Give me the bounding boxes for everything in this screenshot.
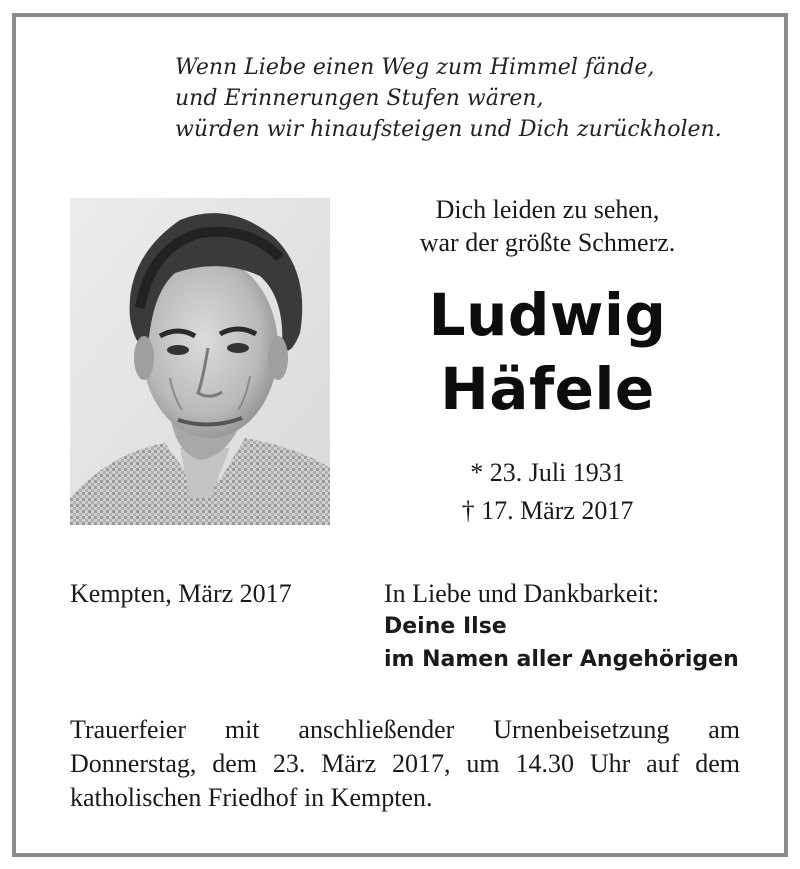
portrait-photo: [70, 198, 330, 525]
place-date: Kempten, März 2017: [70, 579, 292, 608]
signature-intro: In Liebe und Dankbarkeit:: [384, 579, 660, 608]
notice-line: katholischen Friedhof in Kempten.: [70, 783, 433, 812]
deceased-name: [355, 278, 740, 426]
life-dates: [355, 454, 740, 530]
signature-block: [384, 577, 739, 676]
signature-relatives: im Namen aller Angehörigen: [384, 647, 739, 672]
quote: [355, 193, 740, 259]
notice-line: Donnerstag, dem 23. März 2017, um 14.30 Uhr auf dem: [70, 749, 740, 778]
poem-line: Wenn Liebe einen Weg zum Himmel fände,: [175, 55, 655, 80]
death-date: † 17. März 2017: [461, 496, 634, 525]
poem: [175, 52, 775, 145]
quote-line: war der größte Schmerz.: [419, 228, 676, 257]
poem-line: würden wir hinaufsteigen und Dich zurückholen.: [175, 117, 722, 142]
last-name: Häfele: [440, 355, 655, 423]
poem-line: und Erinnerungen Stufen wären,: [175, 86, 544, 111]
birth-date: * 23. Juli 1931: [470, 458, 625, 487]
signature-name: Deine Ilse: [384, 614, 507, 639]
funeral-notice: [70, 713, 740, 815]
notice-line: Trauerfeier mit anschließender Urnenbeisetzung am: [70, 715, 740, 744]
quote-line: Dich leiden zu sehen,: [435, 195, 660, 224]
portrait-illustration: [70, 198, 330, 525]
first-name: Ludwig: [428, 281, 667, 349]
